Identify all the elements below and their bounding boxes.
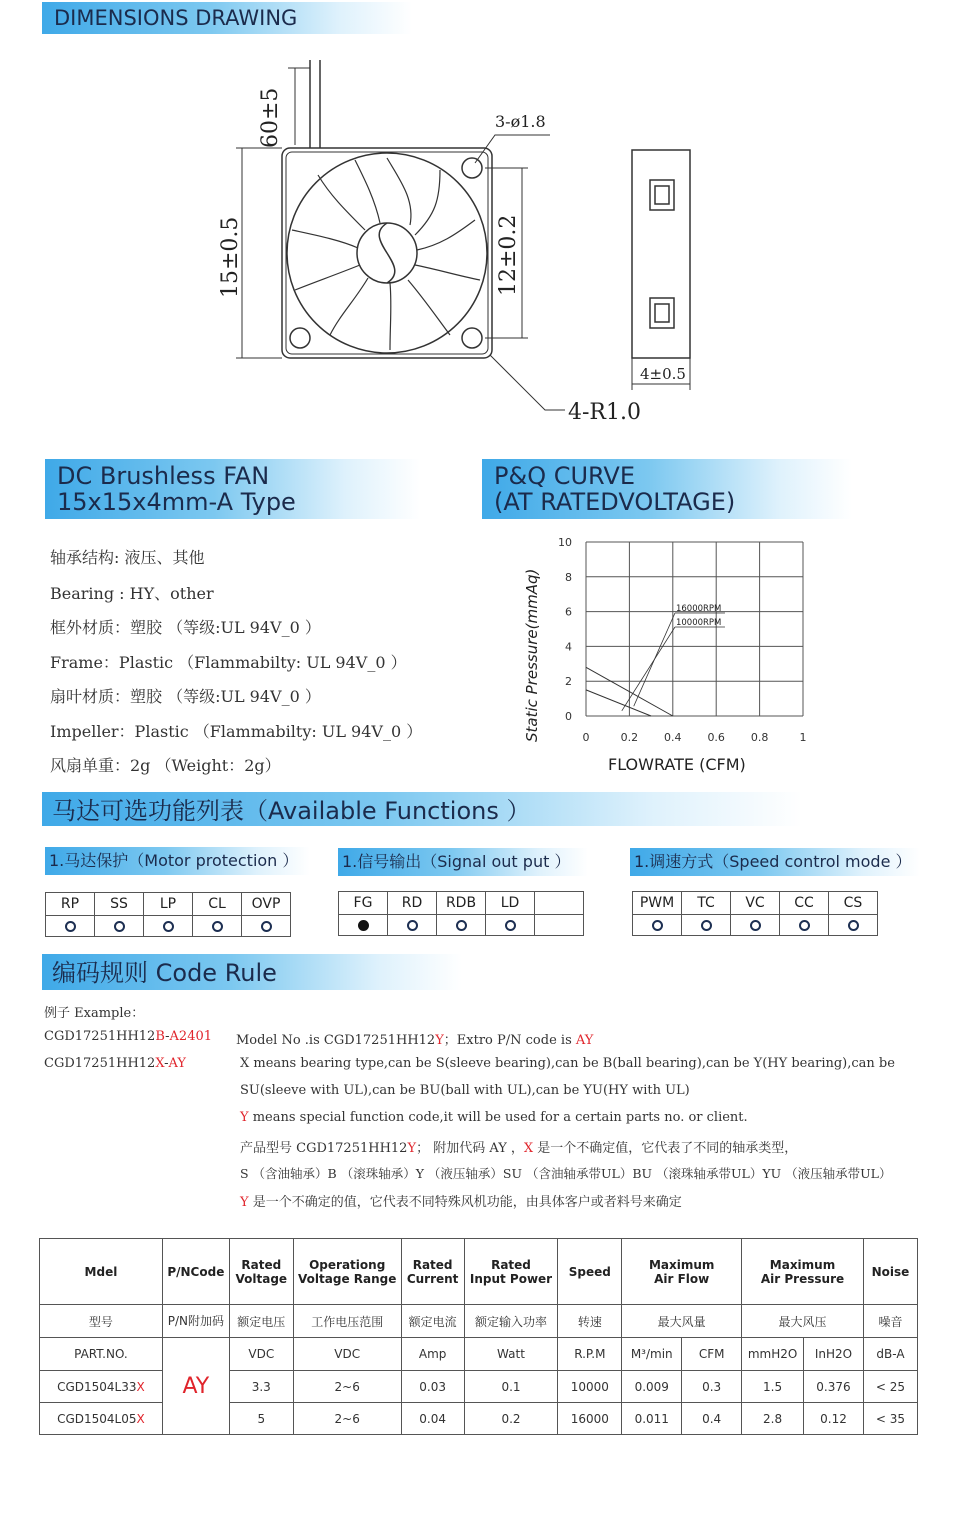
fn-label: RP — [46, 893, 95, 916]
col-header: Mdel — [40, 1239, 163, 1305]
series-label: 10000RPM — [675, 618, 722, 628]
radio-dot-icon[interactable] — [505, 920, 516, 931]
radio-dot-icon[interactable] — [163, 921, 174, 932]
dim-hole-pitch: 12±0.2 — [496, 214, 521, 296]
dimensions-header: DIMENSIONS DRAWING — [42, 2, 412, 34]
cn-header: 额定电压 — [229, 1305, 293, 1338]
code-part: ；Extro P/N code is — [443, 1033, 576, 1048]
data-cell: 3.3 — [229, 1371, 293, 1403]
fn-option[interactable] — [682, 915, 731, 936]
radio-dot-icon[interactable] — [261, 921, 272, 932]
example-code-part: CGD17251HH12 — [44, 1029, 156, 1044]
col-header-line: Current — [406, 1271, 459, 1286]
fn-label: FG — [339, 892, 388, 915]
col-header-line: Rated — [241, 1257, 282, 1272]
cn-header: 噪音 — [863, 1305, 917, 1338]
data-cell: < 25 — [863, 1371, 917, 1403]
fn-option-empty — [535, 915, 584, 936]
fn-label: CS — [829, 892, 878, 915]
code-part: Model No .is CGD17251HH12 — [236, 1033, 436, 1048]
data-cell: 0.009 — [622, 1371, 682, 1403]
radio-dot-selected-icon[interactable] — [358, 920, 369, 931]
unit-cell: VDC — [293, 1338, 401, 1371]
unit-cell: CFM — [682, 1338, 742, 1371]
cn-header: 最大风压 — [742, 1305, 864, 1338]
spec-unit-row — [40, 1338, 918, 1371]
example-code-part: - — [164, 1056, 169, 1071]
radio-dot-icon[interactable] — [652, 920, 663, 931]
series-line — [586, 690, 651, 716]
code-rule-line: X means bearing type,can be S(sleeve bearing),can be B(ball bearing),can be Y(HY bearing),can be — [240, 1056, 895, 1071]
fn-option[interactable] — [486, 915, 535, 936]
fn-label: TC — [682, 892, 731, 915]
code-rule-line — [236, 1029, 593, 1048]
col-header-line: Maximum — [648, 1257, 715, 1272]
data-cell: 0.011 — [622, 1403, 682, 1435]
fn-label: LD — [486, 892, 535, 915]
spec-line: 风扇单重：2g （Weight：2g） — [50, 756, 281, 775]
mount-hole — [462, 328, 482, 348]
spec-header-row — [40, 1239, 918, 1305]
dim-lead-length: 60±5 — [258, 87, 283, 148]
cn-header: 工作电压范围 — [293, 1305, 401, 1338]
mount-hole — [462, 158, 482, 178]
radio-dot-icon[interactable] — [750, 920, 761, 931]
y-tick-label: 8 — [565, 570, 572, 584]
col-header-line: Input Power — [469, 1271, 553, 1286]
model-suffix: X — [136, 1411, 145, 1426]
col-header — [622, 1239, 742, 1305]
unit-cell: InH2O — [804, 1338, 864, 1371]
col-header-line: Rated — [412, 1257, 453, 1272]
fan-side-view — [632, 150, 690, 358]
chart-series — [586, 604, 725, 716]
example-code-part: - — [165, 1029, 170, 1044]
spec-cn-row — [40, 1305, 918, 1338]
fn-label: PWM — [633, 892, 682, 915]
spec-line: Frame：Plastic （Flammabilty: UL 94V_0 ） — [50, 653, 407, 672]
col-header-line: Air Pressure — [760, 1271, 845, 1286]
code-part: X — [523, 1141, 534, 1156]
code-rule-line — [240, 1137, 797, 1156]
fn-option[interactable] — [95, 916, 144, 937]
data-cell: 0.3 — [682, 1371, 742, 1403]
col-header: Speed — [558, 1239, 622, 1305]
data-cell: 0.04 — [401, 1403, 464, 1435]
data-cell: 0.4 — [682, 1403, 742, 1435]
radio-dot-icon[interactable] — [848, 920, 859, 931]
data-cell: 0.2 — [464, 1403, 558, 1435]
fn-option[interactable] — [46, 916, 95, 937]
code-part: Y — [240, 1195, 249, 1210]
dim-thickness: 4±0.5 — [640, 365, 686, 383]
product-title — [45, 459, 420, 519]
col-header-line: Voltage — [235, 1271, 288, 1286]
col-header — [742, 1239, 864, 1305]
data-cell: 1.5 — [742, 1371, 804, 1403]
fn-label: OVP — [242, 893, 291, 916]
code-rule-line — [240, 1191, 682, 1210]
code-part: 产品型号 CGD17251HH12 — [240, 1141, 408, 1156]
cn-header: P/N附加码 — [162, 1305, 229, 1338]
cn-header: 最大风量 — [622, 1305, 742, 1338]
fn-label: SS — [95, 893, 144, 916]
code-part: Y — [435, 1033, 444, 1048]
code-rule-line: SU(sleeve with UL),can be BU(ball with UL),can be YU(HY with UL) — [240, 1083, 690, 1098]
model-suffix: X — [136, 1379, 145, 1394]
chart-x-label: FLOWRATE (CFM) — [608, 755, 746, 774]
y-tick-label: 4 — [565, 640, 572, 654]
fn-label: CC — [780, 892, 829, 915]
pn-code-cell: AY — [162, 1338, 229, 1435]
fn-table-signal — [338, 891, 584, 936]
example-code-part: AY — [168, 1056, 186, 1071]
functions-header: 马达可选功能列表（Available Functions ） — [42, 792, 802, 826]
cn-header: 转速 — [558, 1305, 622, 1338]
unit-cell: PART.NO. — [40, 1338, 163, 1371]
fn-option[interactable] — [388, 915, 437, 936]
data-cell: 0.12 — [804, 1403, 864, 1435]
mount-hole — [290, 328, 310, 348]
fn-option[interactable] — [780, 915, 829, 936]
fn-option[interactable] — [829, 915, 878, 936]
radio-dot-icon[interactable] — [114, 921, 125, 932]
code-part: means special function code,it will be used for a certain parts no. or client. — [248, 1110, 748, 1125]
radio-dot-icon[interactable] — [407, 920, 418, 931]
chart-ticks — [558, 536, 807, 744]
fn-label: LP — [144, 893, 193, 916]
unit-cell: M³/min — [622, 1338, 682, 1371]
pq-title-line2: (AT RATEDVOLTAGE) — [494, 488, 736, 516]
example-code-1 — [44, 1029, 212, 1044]
data-cell: < 35 — [863, 1403, 917, 1435]
dim-outer: 15±0.5 — [218, 216, 243, 298]
chart-grid — [586, 542, 803, 716]
radio-dot-icon[interactable] — [701, 920, 712, 931]
unit-cell: Watt — [464, 1338, 558, 1371]
pq-title — [482, 459, 852, 519]
y-tick-label: 10 — [558, 536, 572, 549]
radio-dot-icon[interactable] — [456, 920, 467, 931]
fn-option[interactable] — [731, 915, 780, 936]
example-label: 例子 Example： — [44, 1006, 145, 1021]
cn-header: 额定输入功率 — [464, 1305, 558, 1338]
data-cell: 0.1 — [464, 1371, 558, 1403]
fn-option[interactable] — [242, 916, 291, 937]
y-tick-label: 2 — [565, 675, 572, 689]
unit-cell: R.P.M — [558, 1338, 622, 1371]
example-code-part: B — [155, 1029, 166, 1044]
data-cell: 2~6 — [293, 1403, 401, 1435]
fn-group-title-signal: 1.信号输出（Signal out put ） — [338, 848, 588, 876]
product-title-line2: 15x15x4mm-A Type — [57, 488, 296, 516]
data-cell: 0.03 — [401, 1371, 464, 1403]
code-rule-line: S （含油轴承）B （滚珠轴承）Y （液压轴承）SU （含油轴承带UL）BU （滚珠轴承带UL）YU （液压轴承带UL） — [240, 1166, 892, 1181]
data-cell: 0.376 — [804, 1371, 864, 1403]
fn-table-motor — [45, 892, 291, 937]
col-header — [401, 1239, 464, 1305]
col-header — [229, 1239, 293, 1305]
example-code-part: 2401 — [178, 1029, 213, 1044]
fn-option[interactable] — [437, 915, 486, 936]
code-part: Y — [240, 1110, 249, 1125]
x-tick-label: 0.6 — [707, 731, 725, 744]
fn-option[interactable] — [633, 915, 682, 936]
col-header: Noise — [863, 1239, 917, 1305]
col-header-line: Maximum — [769, 1257, 836, 1272]
fn-option[interactable] — [339, 915, 388, 936]
cn-header: 额定电流 — [401, 1305, 464, 1338]
fn-option[interactable] — [193, 916, 242, 937]
spec-line: 扇叶材质：塑胶 （等级:UL 94V_0 ） — [50, 687, 321, 706]
example-code-part: A — [169, 1029, 179, 1044]
fn-label — [535, 892, 584, 915]
example-code-part: X — [155, 1056, 165, 1071]
radio-dot-icon[interactable] — [799, 920, 810, 931]
code-part: 是一个不确定值，它代表了不同的轴承类型， — [533, 1141, 798, 1156]
data-cell: 2~6 — [293, 1371, 401, 1403]
example-code-part: CGD17251HH12 — [44, 1056, 156, 1071]
fn-label: RD — [388, 892, 437, 915]
code-part: Y — [407, 1141, 417, 1156]
unit-cell: Amp — [401, 1338, 464, 1371]
pq-title-line1: P&Q CURVE — [494, 462, 635, 490]
example-code-2 — [44, 1056, 186, 1071]
dim-radius: 4-R1.0 — [568, 400, 641, 425]
x-tick-label: 1 — [799, 731, 807, 744]
model-cell — [40, 1403, 163, 1435]
product-title-line1: DC Brushless FAN — [57, 462, 270, 490]
col-header-line: Voltage Range — [298, 1271, 397, 1286]
spec-line: Impeller：Plastic （Flammabilty: UL 94V_0 ） — [50, 722, 423, 741]
unit-cell: mmH2O — [742, 1338, 804, 1371]
model-number: CGD1504L05 — [57, 1411, 137, 1426]
code-part: ； 附加代码 AY ， — [416, 1141, 524, 1156]
chart-y-label: Static Pressure(mmAq) — [523, 568, 541, 742]
radio-dot-icon[interactable] — [212, 921, 223, 932]
code-part: 是一个不确定的值，它代表不同特殊风机功能，由具体客户或者料号来确定 — [248, 1195, 682, 1210]
cn-header: 型号 — [40, 1305, 163, 1338]
x-tick-label: 0.2 — [620, 731, 639, 744]
spec-line: 轴承结构: 液压、其他 — [50, 548, 205, 567]
col-header — [293, 1239, 401, 1305]
fn-label: VC — [731, 892, 780, 915]
data-cell: 2.8 — [742, 1403, 804, 1435]
radio-dot-icon[interactable] — [65, 921, 76, 932]
data-cell: 16000 — [558, 1403, 622, 1435]
dim-holes: 3-ø1.8 — [495, 112, 546, 131]
fn-group-title-motor: 1.马达保护（Motor protection ） — [45, 847, 310, 875]
fn-label: RDB — [437, 892, 486, 915]
code-part: AY — [575, 1033, 594, 1048]
y-tick-label: 6 — [565, 605, 572, 619]
data-cell: 10000 — [558, 1371, 622, 1403]
series-label: 16000RPM — [675, 604, 722, 614]
pq-chart — [505, 530, 825, 780]
data-cell: 5 — [229, 1403, 293, 1435]
x-tick-label: 0.8 — [750, 731, 769, 744]
col-header-line: Air Flow — [654, 1271, 710, 1286]
fn-table-speed — [632, 891, 878, 936]
col-header: P/NCode — [162, 1239, 229, 1305]
unit-cell: dB-A — [863, 1338, 917, 1371]
col-header — [464, 1239, 558, 1305]
spec-line: 框外材质：塑胶 （等级:UL 94V_0 ） — [50, 618, 321, 637]
fn-group-title-speed: 1.调速方式（Speed control mode ） — [630, 848, 920, 876]
spec-table — [39, 1238, 918, 1435]
fan-blades — [292, 158, 480, 350]
fn-label: CL — [193, 893, 242, 916]
x-tick-label: 0 — [582, 731, 590, 744]
col-header-line: Operationg — [309, 1257, 386, 1272]
unit-cell: VDC — [229, 1338, 293, 1371]
spec-line: Bearing : HY、other — [50, 584, 214, 603]
fn-option[interactable] — [144, 916, 193, 937]
model-number: CGD1504L33 — [57, 1379, 137, 1394]
code-rule-header: 编码规则 Code Rule — [42, 954, 462, 990]
col-header-line: Rated — [491, 1257, 531, 1272]
y-tick-label: 0 — [565, 710, 572, 723]
x-tick-label: 0.4 — [664, 731, 682, 744]
model-cell — [40, 1371, 163, 1403]
code-rule-line — [240, 1110, 748, 1125]
